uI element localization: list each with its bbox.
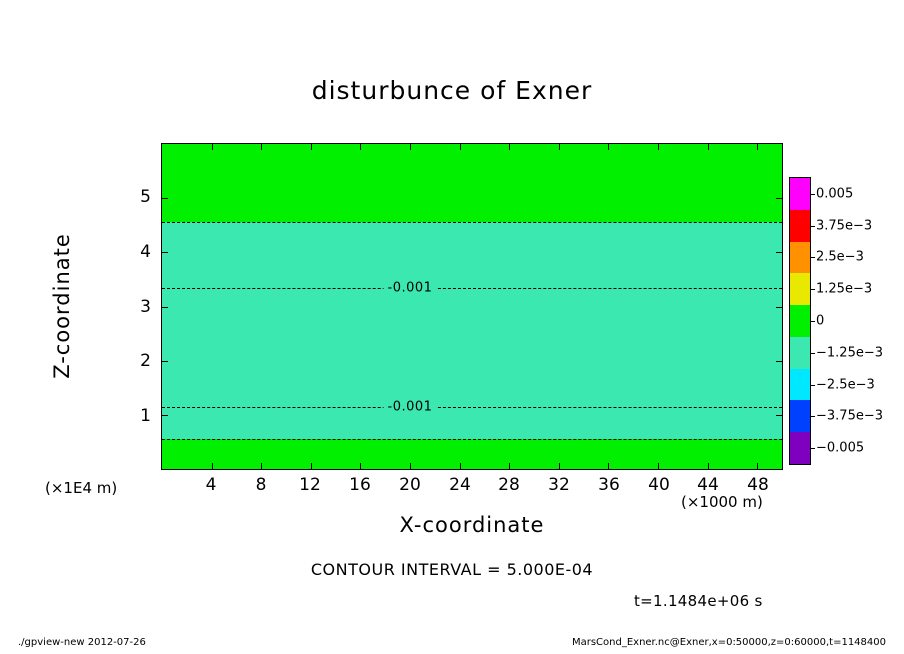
axis-tick-y xyxy=(162,415,168,416)
axis-tick-x xyxy=(658,144,659,150)
axis-tick-y xyxy=(776,361,782,362)
xtick-label: 40 xyxy=(648,475,670,495)
ytick-label: 4 xyxy=(140,242,151,262)
colorbar-tick xyxy=(810,353,815,354)
axis-tick-x xyxy=(460,463,461,469)
contour-line xyxy=(162,222,782,223)
axis-tick-y xyxy=(776,307,782,308)
xtick-label: 20 xyxy=(399,475,421,495)
colorbar-tick xyxy=(810,321,815,322)
axis-tick-x xyxy=(261,463,262,469)
colorbar-label: −2.5e−3 xyxy=(816,377,875,393)
contour-line xyxy=(162,439,782,440)
contour-label: -0.001 xyxy=(384,280,437,295)
axis-tick-x xyxy=(708,463,709,469)
ytick-label: 2 xyxy=(140,351,151,371)
colorbar-cell xyxy=(790,369,810,401)
y-axis-units: (×1E4 m) xyxy=(45,479,118,497)
colorbar-tick xyxy=(810,416,815,417)
axis-tick-x xyxy=(708,144,709,150)
contour-band xyxy=(162,144,782,222)
footer-left-text: ./gpview-new 2012-07-26 xyxy=(18,637,146,648)
axis-tick-y xyxy=(162,361,168,362)
contour-label: -0.001 xyxy=(384,399,437,414)
x-axis-units: (×1000 m) xyxy=(681,493,763,511)
colorbar-cell xyxy=(790,273,810,305)
page-title: disturbunce of Exner xyxy=(311,76,593,105)
axis-tick-x xyxy=(509,144,510,150)
colorbar-tick xyxy=(810,194,815,195)
colorbar-label: 0.005 xyxy=(816,186,854,202)
colorbar-label: 0 xyxy=(816,313,825,329)
ytick-label: 5 xyxy=(140,187,151,207)
xtick-label: 4 xyxy=(205,475,217,495)
xtick-label: 48 xyxy=(747,475,769,495)
colorbar-cell xyxy=(790,242,810,274)
colorbar-tick xyxy=(810,448,815,449)
axis-tick-x xyxy=(608,463,609,469)
xtick-label: 8 xyxy=(255,475,267,495)
xtick-label: 28 xyxy=(498,475,520,495)
colorbar-tick xyxy=(810,385,815,386)
axis-tick-x xyxy=(311,144,312,150)
axis-tick-x xyxy=(559,463,560,469)
axis-tick-x xyxy=(460,144,461,150)
ytick-label: 3 xyxy=(140,297,151,317)
colorbar-cell xyxy=(790,400,810,432)
colorbar-cell xyxy=(790,337,810,369)
colorbar-tick xyxy=(810,226,815,227)
ytick-label: 1 xyxy=(140,406,151,426)
time-stamp-text: t=1.1484e+06 s xyxy=(634,592,763,610)
colorbar-label: −3.75e−3 xyxy=(816,408,883,424)
xtick-label: 16 xyxy=(349,475,371,495)
axis-tick-y xyxy=(162,198,168,199)
footer-right-text: MarsCond_Exner.nc@Exner,x=0:50000,z=0:60000,t=1148400 xyxy=(571,637,886,648)
contour-interval-text: CONTOUR INTERVAL = 5.000E-04 xyxy=(310,560,594,579)
axis-tick-x xyxy=(509,463,510,469)
colorbar-label: 1.25e−3 xyxy=(816,281,873,297)
colorbar xyxy=(789,177,883,465)
axis-tick-y xyxy=(776,198,782,199)
plot-area xyxy=(161,143,783,470)
axis-tick-x xyxy=(608,144,609,150)
colorbar-cell xyxy=(790,210,810,242)
axis-tick-x xyxy=(658,463,659,469)
colorbar-tick xyxy=(810,257,815,258)
axis-tick-x xyxy=(261,144,262,150)
axis-tick-x xyxy=(360,144,361,150)
axis-tick-y xyxy=(162,252,168,253)
axis-tick-x xyxy=(410,144,411,150)
axis-tick-y xyxy=(776,252,782,253)
axis-tick-x xyxy=(559,144,560,150)
xtick-label: 36 xyxy=(598,475,620,495)
axis-tick-x xyxy=(757,463,758,469)
xtick-label: 44 xyxy=(697,475,719,495)
axis-tick-x xyxy=(212,144,213,150)
axis-tick-x xyxy=(360,463,361,469)
contour-band xyxy=(162,439,782,469)
contour-line xyxy=(162,288,782,289)
axis-tick-x xyxy=(410,463,411,469)
colorbar-cell xyxy=(790,432,810,464)
axis-tick-y xyxy=(776,415,782,416)
colorbar-label: 2.5e−3 xyxy=(816,249,864,265)
axis-tick-x xyxy=(212,463,213,469)
colorbar-label: −0.005 xyxy=(816,440,865,456)
colorbar-tick xyxy=(810,289,815,290)
xtick-label: 32 xyxy=(548,475,570,495)
colorbar-cell xyxy=(790,178,810,210)
contour-line xyxy=(162,407,782,408)
xtick-label: 12 xyxy=(299,475,321,495)
x-axis-title: X-coordinate xyxy=(399,513,545,537)
colorbar-cell xyxy=(790,305,810,337)
colorbar-label: 3.75e−3 xyxy=(816,218,873,234)
y-axis-title: Z-coordinate xyxy=(50,233,74,379)
axis-tick-y xyxy=(162,307,168,308)
colorbar-label: −1.25e−3 xyxy=(816,345,883,361)
axis-tick-x xyxy=(311,463,312,469)
axis-tick-x xyxy=(757,144,758,150)
xtick-label: 24 xyxy=(449,475,471,495)
